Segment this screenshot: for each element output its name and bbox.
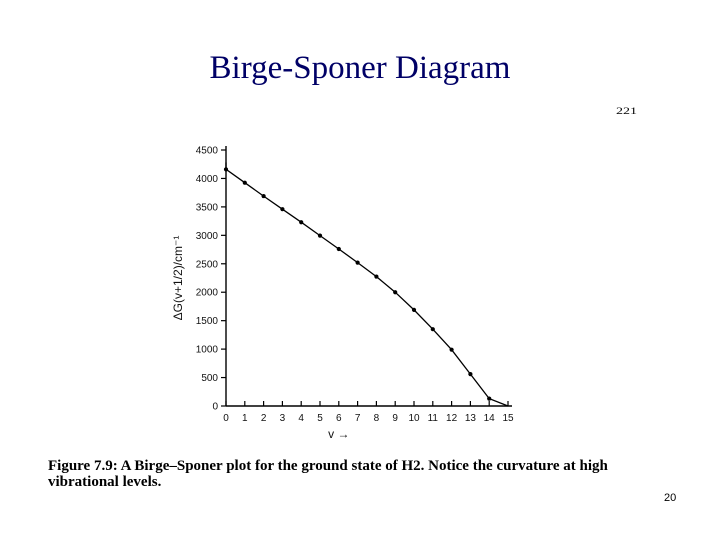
data-point (431, 327, 435, 331)
x-tick-label: 11 (427, 413, 438, 424)
data-point (318, 234, 322, 238)
x-tick-label: 3 (279, 413, 286, 424)
x-tick-label: 0 (223, 413, 229, 424)
y-tick-label: 0 (212, 401, 218, 413)
data-point (450, 348, 454, 352)
y-tick-label: 500 (201, 373, 218, 385)
data-point (299, 220, 303, 224)
y-tick-label: 2000 (195, 287, 218, 299)
figure-caption: Figure 7.9: A Birge–Sponer plot for the ground state of H2. Notice the curvature at high vibrational levels. (48, 458, 608, 490)
x-tick-label: 14 (483, 413, 495, 424)
data-point (243, 181, 247, 185)
data-point (487, 397, 491, 401)
slide-title: Birge-Sponer Diagram (209, 50, 511, 86)
y-tick-label: 1000 (195, 344, 218, 356)
data-point (393, 290, 397, 294)
x-tick-label: 10 (408, 413, 420, 424)
x-axis-title: v → (328, 427, 350, 441)
x-tick-label: 9 (392, 413, 398, 424)
x-tick-label: 12 (446, 413, 458, 424)
page-mark: 221 (616, 106, 637, 117)
data-point (412, 308, 416, 312)
data-point (468, 372, 472, 376)
slide-number: 20 (664, 492, 677, 504)
x-tick-label: 4 (298, 413, 304, 424)
x-tick-label: 7 (354, 413, 361, 424)
x-tick-label: 6 (336, 413, 342, 424)
data-point (356, 261, 360, 265)
birge-sponer-chart (160, 130, 540, 450)
y-tick-label: 2500 (195, 259, 218, 271)
data-point (374, 274, 378, 278)
x-tick-label: 13 (464, 413, 476, 424)
y-tick-label: 1500 (195, 316, 218, 328)
y-tick-label: 3000 (195, 230, 218, 242)
x-tick-label: 1 (242, 413, 248, 424)
x-tick-label: 15 (502, 413, 514, 424)
data-point (262, 194, 266, 198)
data-point (280, 207, 284, 211)
data-point (337, 247, 341, 251)
y-tick-label: 4000 (195, 173, 218, 185)
series-line (226, 163, 508, 407)
x-tick-label: 5 (317, 413, 323, 424)
y-axis-ticks (196, 146, 226, 413)
chart-series (224, 163, 508, 407)
x-axis-ticks (223, 401, 514, 424)
chart-axes (226, 146, 512, 406)
y-tick-label: 3500 (195, 202, 218, 214)
x-tick-label: 8 (373, 413, 380, 424)
data-point (224, 167, 228, 171)
x-tick-label: 2 (260, 413, 267, 424)
y-tick-label: 4500 (195, 145, 218, 157)
y-axis-title: ΔG(v+1/2)/cm⁻¹ (171, 235, 185, 321)
